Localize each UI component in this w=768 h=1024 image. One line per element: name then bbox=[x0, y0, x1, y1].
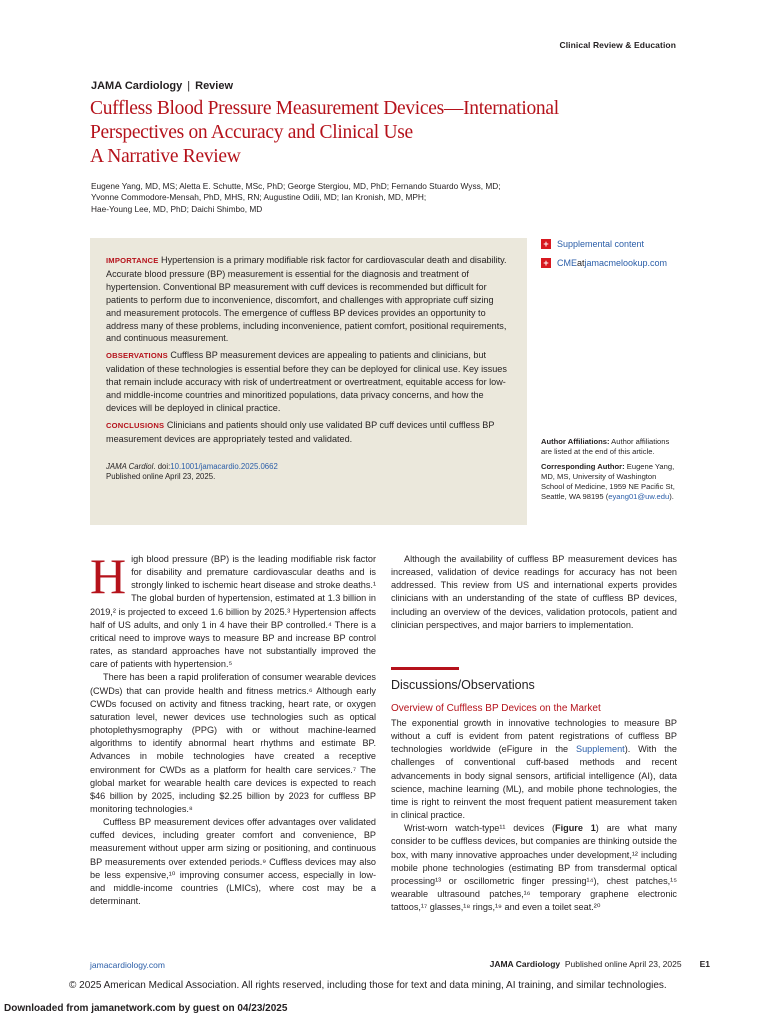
article-type: Review bbox=[195, 80, 234, 92]
body-paragraph: Although the availability of cuffless BP measurement devices has increased, validation of device readings for accuracy has not been addressed. This review from US and international experts provides clinicians with an understanding of the state of cuffless BP devices, including an overview of the devices, validation protocols, patient and clinician perspectives, and major barriers to implementation. bbox=[391, 554, 677, 630]
page-number: E1 bbox=[699, 959, 710, 969]
footer-journal: JAMA Cardiology bbox=[489, 959, 561, 969]
corresponding-end: ). bbox=[669, 492, 674, 502]
footer-site-link[interactable]: jamacardiology.com bbox=[90, 960, 165, 970]
abstract-box bbox=[90, 238, 527, 525]
cme-link[interactable] bbox=[541, 258, 667, 268]
author-line-1: Eugene Yang, MD, MS; Aletta E. Schutte, MSc, PhD; George Stergiou, MD, PhD; Fernando Stuardo Wyss, MD; bbox=[91, 181, 501, 191]
side-links bbox=[541, 239, 667, 277]
section-rule bbox=[391, 667, 459, 670]
download-notice: Downloaded from jamanetwork.com by guest on 04/23/2025 bbox=[4, 1003, 288, 1014]
email-link[interactable]: eyang01@uw.edu bbox=[608, 492, 670, 502]
author-affiliations bbox=[541, 437, 681, 508]
body-paragraph bbox=[90, 548, 376, 671]
cme-url[interactable]: jamacmelookup.com bbox=[584, 258, 668, 268]
doi-link[interactable]: 10.1001/jamacardio.2025.0662 bbox=[170, 461, 278, 471]
corresponding-label: Corresponding Author: bbox=[541, 462, 625, 472]
paragraph-text: ) are what many consider to be cuffless devices, but companies are thinking outside the box, with many innovative approaches under development,¹² including mobile phone technologies (estimating BP from transdermal optical processing¹³ or oscillometric finger pressing¹⁴), chest patches,¹⁵ wearable ultrasound patches,¹⁶ temporary graphene electronic tattoos,¹⁷ glasses,¹⁸ rings,¹⁹ and even a toilet seat.²⁰ bbox=[391, 823, 677, 913]
observations-label: OBSERVATIONS bbox=[106, 351, 168, 361]
paragraph-text: Wrist-worn watch-type¹¹ devices ( bbox=[404, 823, 556, 834]
affiliation-text: Author affiliations are listed at the end of this article. bbox=[541, 437, 670, 457]
journal-name: JAMA Cardiology bbox=[91, 80, 183, 92]
body-column-left bbox=[90, 548, 376, 908]
body-paragraph bbox=[391, 717, 677, 822]
paragraph-text: ). With the challenges of conventional cuff-based methods and recent advancements in body signal sensors, artificial intelligence (AI), data science, machine learning (ML), and mobile phone technologies, the time is right to reinvent the most frequent patient measurement taken in clinical practice. bbox=[391, 744, 677, 821]
citation bbox=[106, 462, 511, 483]
author-list bbox=[91, 181, 591, 215]
plus-icon: + bbox=[541, 258, 551, 268]
conclusions-text: Clinicians and patients should only use validated BP cuff devices until cuffless BP measurement devices are appropriately tested and validated. bbox=[106, 419, 495, 444]
plus-icon: + bbox=[541, 239, 551, 249]
footer-right bbox=[490, 959, 710, 969]
cite-journal: JAMA Cardiol bbox=[106, 461, 154, 471]
conclusions-label: CONCLUSIONS bbox=[106, 420, 165, 430]
copyright-notice: © 2025 American Medical Association. All rights reserved, including those for text and data mining, AI training, and similar technologies. bbox=[69, 980, 667, 991]
body-paragraph: There has been a rapid proliferation of consumer wearable devices (CWDs) that can provide health and fitness metrics.⁶ Although early CWDs focused on activity and fitness tracking, heart rate, or oxygen saturation level, newer devices use technologies such as optical photoplethysmography (PPG) with or without machine-learned algorithms to identify abnormal heart rhythms and estimate BP. Advances in mobile technologies have created a receptive environment for CWDs as a platform for health care services.⁷ The global market for wearable health care devices is expected to reach $46 billion by 2025, including $2.25 billion by 2023 for cuffless BP monitoring technologies.⁸ bbox=[90, 672, 376, 814]
published-date: Published online April 23, 2025. bbox=[106, 472, 216, 482]
drop-cap: H bbox=[90, 548, 127, 604]
cite-mid: . doi: bbox=[153, 461, 171, 471]
affiliation-label: Author Affiliations: bbox=[541, 437, 610, 446]
supplemental-link[interactable] bbox=[541, 239, 667, 249]
cme-at: at bbox=[577, 258, 585, 268]
observations-text: Cuffless BP measurement devices are appealing to patients and clinicians, but validation of these technologies is essential before they can be deployed for clinical use. Key issues that remain include accuracy with risk of undertreatment or overtreatment, equitable access for low- and middle-income countries and minoritized populations, data privacy concerns, and how the devices will be deployed in clinical practice. bbox=[106, 350, 507, 413]
importance-text: Hypertension is a primary modifiable risk factor for cardiovascular death and disability. Accurate blood pressure (BP) measurement is essential for the diagnosis and treatment of hypertension. Conventional BP measurement with cuff devices is recommended but difficult for patients to perform due to inconvenience, discomfort, and challenges with appropriate cuff sizing and measurement protocols. The emergence of cuffless BP devices provides an opportunity to address many of these problems, including inconvenience, patient comfort, positional requirements, and continuous measurement. bbox=[106, 255, 507, 344]
section-heading: Discussions/Observations bbox=[391, 678, 535, 692]
figure-ref[interactable]: Figure 1 bbox=[555, 823, 596, 834]
body-paragraph bbox=[391, 822, 677, 914]
title-line-2: Perspectives on Accuracy and Clinical Use bbox=[90, 122, 413, 143]
supplement-link[interactable]: Supplement bbox=[576, 744, 625, 755]
abstract-importance bbox=[106, 254, 511, 345]
footer-published: Published online April 23, 2025 bbox=[564, 959, 682, 969]
section-header: Clinical Review & Education bbox=[559, 40, 676, 50]
author-line-3: Hae-Young Lee, MD, PhD; Daichi Shimbo, MD bbox=[91, 203, 263, 214]
title-line-1: Cuffless Blood Pressure Measurement Devices—International bbox=[90, 98, 559, 119]
subsection-heading: Overview of Cuffless BP Devices on the Market bbox=[391, 703, 601, 714]
abstract-observations bbox=[106, 349, 511, 415]
paragraph-text: igh blood pressure (BP) is the leading modifiable risk factor for disability and premature cardiovascular deaths and is strongly linked to ischemic heart disease and stroke deaths.¹ The global burden of hypertension, estimated at 1.3 billion in 2019,² is projected to exceed 1.6 billion by 2025.³ Hypertension affects half of US adults, and only 1 in 4 have their BP controlled.⁴ There is a critical need to improve ways to measure BP and increase BP control rates, as standard approaches have not substantially improved the care of patients with hypertension.⁵ bbox=[90, 554, 376, 670]
supplemental-label[interactable]: Supplemental content bbox=[557, 239, 645, 249]
separator: | bbox=[187, 80, 191, 92]
affiliation-note bbox=[541, 437, 681, 457]
body-column-right-top bbox=[391, 553, 677, 632]
cme-label[interactable]: CME bbox=[557, 258, 577, 268]
body-paragraph: Cuffless BP measurement devices offer advantages over validated cuffed devices, including greater comfort and convenience, BP measurement without upper arm sizing or positioning, and continuous BP measurements over extended periods.⁹ Cuffless devices may also be less expensive,¹⁰ improving consumer access, especially in low- and middle-income countries (LMICs), where cost may be a determinant. bbox=[90, 817, 376, 907]
journal-line bbox=[91, 80, 233, 92]
abstract-conclusions bbox=[106, 419, 511, 446]
article-title bbox=[90, 97, 650, 169]
corresponding-text: Eugene Yang, MD, MS, University of Washington School of Medicine, 1959 NE Pacific St, Seattle, WA 98195 ( bbox=[541, 462, 675, 502]
paragraph-text: The exponential growth in innovative technologies to measure BP without a cuff is evident from patent registrations of cuffless BP technologies worldwide (eFigure in the bbox=[391, 718, 677, 755]
corresponding-author bbox=[541, 462, 681, 502]
body-column-right bbox=[391, 717, 677, 914]
author-line-2: Yvonne Commodore-Mensah, PhD, MHS, RN; Augustine Odili, MD; Ian Kronish, MD, MPH; bbox=[91, 192, 427, 203]
article-subtitle: A Narrative Review bbox=[90, 146, 241, 167]
importance-label: IMPORTANCE bbox=[106, 256, 159, 265]
